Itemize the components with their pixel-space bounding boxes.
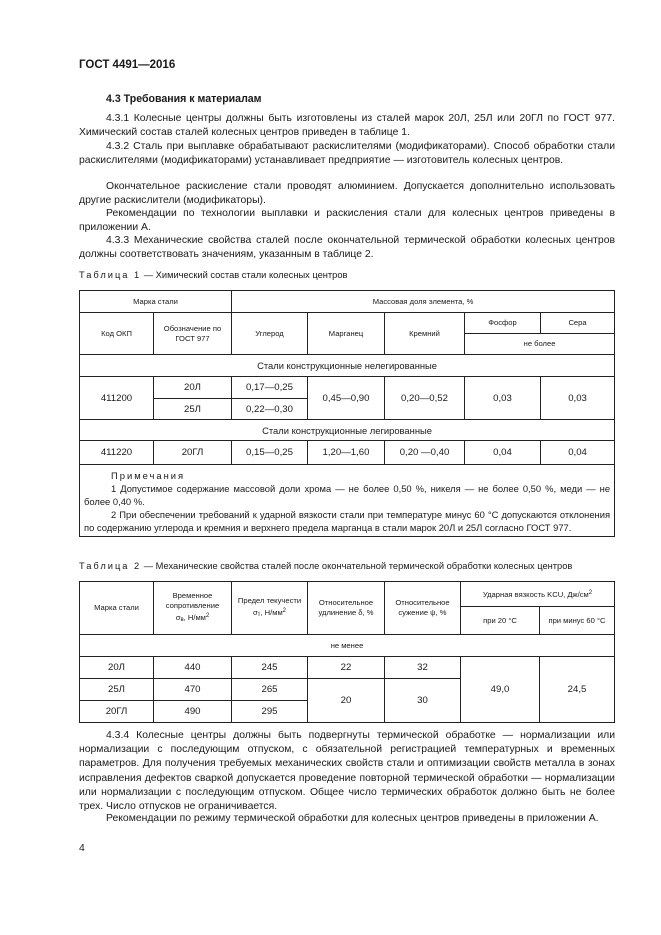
table2-caption bbox=[79, 561, 572, 571]
cell-manganese: 1,20—1,60 bbox=[308, 441, 385, 465]
th-tensile-strength: Временное сопротивление $\sigma_в$, $Н/мм^2$ bbox=[154, 582, 232, 635]
cell-kcu-minus-60: 24,5 bbox=[540, 657, 615, 723]
th-mass-fraction: Массовая доля элемента, % bbox=[232, 291, 615, 313]
paragraph-4-3-1: 4.3.1 Колесные центры должны быть изготовлены из сталей марок 20Л, 25Л или 20ГЛ по ГОСТ 977. Химический состав сталей колесных центров приведен в таблице 1. bbox=[79, 113, 615, 139]
cell-grade: 20Л bbox=[80, 657, 154, 679]
page-number: 4 bbox=[79, 843, 85, 854]
th-grade: Марка стали bbox=[80, 582, 154, 635]
paragraph-4-3-3: 4.3.3 Механические свойства сталей после окончательной термической обработки колесных центров должны соответствовать значениям, указанным в таблице 2. bbox=[79, 235, 615, 261]
th-impact-strength: Ударная вязкость KCU, $Дж/см^2$ bbox=[461, 582, 615, 607]
paragraph-heat-treatment-ref: Рекомендации по режиму термической обработки для колесных центров приведены в приложении А. bbox=[106, 813, 599, 824]
note-2: 2 При обеспечении требований к ударной вязкости стали при температуре минус 60 °С допускаются отклонения по содержанию углерода и кремния и верхнего предела марганца в стали марок 20Л и 25Л согласно ГОСТ 977. bbox=[84, 509, 611, 533]
th-elongation: Относительное удлинение δ, % bbox=[308, 582, 385, 635]
th-okp-code: Код ОКП bbox=[80, 313, 154, 355]
cell-sulfur: 0,04 bbox=[541, 441, 615, 465]
th-max: не более bbox=[465, 334, 615, 355]
cell-grade: 20ГЛ bbox=[80, 701, 154, 723]
cell-silicon: 0,20 —0,40 bbox=[385, 441, 465, 465]
group-unalloyed: Стали конструкционные нелегированные bbox=[80, 355, 615, 377]
cell-okp: 411200 bbox=[80, 377, 154, 420]
cell-elongation: 20 bbox=[308, 679, 385, 723]
chemical-composition-table bbox=[79, 290, 615, 537]
table1-notes bbox=[80, 465, 615, 537]
cell-yield: 265 bbox=[232, 679, 308, 701]
document-header: ГОСТ 4491—2016 bbox=[79, 59, 176, 71]
cell-carbon: 0,15—0,25 bbox=[232, 441, 308, 465]
cell-okp: 411220 bbox=[80, 441, 154, 465]
cell-tensile: 440 bbox=[154, 657, 232, 679]
cell-yield: 295 bbox=[232, 701, 308, 723]
cell-tensile: 490 bbox=[154, 701, 232, 723]
paragraph-deoxidation: Окончательное раскисление стали проводят алюминием. Допускается дополнительно использовать другие раскислители (модификаторы). bbox=[79, 181, 615, 207]
note-1: 1 Допустимое содержание массовой доли хрома — не более 0,50 %, никеля — не более 0,50 %, меди — не более 0,40 %. bbox=[84, 483, 611, 507]
th-sulfur: Сера bbox=[541, 313, 615, 334]
cell-reduction: 32 bbox=[385, 657, 461, 679]
table1-caption bbox=[79, 270, 347, 280]
table1-caption-label: Таблица 1 bbox=[79, 270, 142, 280]
table1-caption-text: — Химический состав стали колесных центров bbox=[141, 270, 348, 280]
th-yield-strength: Предел текучести $\sigma_т$, $Н/мм^2$ bbox=[232, 582, 308, 635]
cell-phosphorus: 0,04 bbox=[465, 441, 541, 465]
cell-phosphorus: 0,03 bbox=[465, 377, 541, 420]
th-reduction: Относительное сужение ψ, % bbox=[385, 582, 461, 635]
cell-grade: 20ГЛ bbox=[154, 441, 232, 465]
cell-grade: 20Л bbox=[154, 377, 232, 399]
cell-reduction: 30 bbox=[385, 679, 461, 723]
th-grade: Марка стали bbox=[80, 291, 232, 313]
notes-title: Примечания bbox=[111, 470, 186, 481]
th-phosphorus: Фосфор bbox=[465, 313, 541, 334]
table2-caption-label: Таблица 2 bbox=[79, 561, 142, 571]
paragraph-4-3-2: 4.3.2 Сталь при выплавке обрабатывают раскислителями (модификаторами). Способ обработки стали раскислителями (модификаторами) устанавливает предприятие — изготовитель колесных центров. bbox=[79, 141, 615, 167]
th-gost-designation: Обозначение по ГОСТ 977 bbox=[154, 313, 232, 355]
th-min: не менее bbox=[80, 635, 615, 657]
paragraph-4-3-4: 4.3.4 Колесные центры должны быть подвергнуты термической обработке — нормализации или нормализации с последующим отпуском, с обязательной регистрацией температурных и временных параметров. Для получения требуемых механических свойств стали и оптимизации свойств металла в зонах исправления дефектов сваркой допускается проведение повторной термической обработки — нормализации или нормализации с последующим отпуском. Общее число термических обработок должно быть не более трех. Число отпусков не ограничивается. bbox=[79, 730, 615, 813]
cell-kcu-20: 49,0 bbox=[461, 657, 540, 723]
group-alloyed: Стали конструкционные легированные bbox=[80, 420, 615, 441]
cell-tensile: 470 bbox=[154, 679, 232, 701]
th-silicon: Кремний bbox=[385, 313, 465, 355]
table2-caption-text: — Механические свойства сталей после окончательной термической обработки колесных центров bbox=[141, 561, 573, 571]
cell-grade: 25Л bbox=[154, 399, 232, 420]
cell-sulfur: 0,03 bbox=[541, 377, 615, 420]
paragraph-recommendations: Рекомендации по технологии выплавки и раскисления стали для колесных центров приведены в приложении А. bbox=[79, 208, 615, 234]
cell-carbon: 0,22—0,30 bbox=[232, 399, 308, 420]
cell-yield: 245 bbox=[232, 657, 308, 679]
th-manganese: Марганец bbox=[308, 313, 385, 355]
th-carbon: Углерод bbox=[232, 313, 308, 355]
th-at-20: при 20 °С bbox=[461, 607, 540, 635]
section-title: 4.3 Требования к материалам bbox=[106, 93, 262, 105]
cell-elongation: 22 bbox=[308, 657, 385, 679]
cell-grade: 25Л bbox=[80, 679, 154, 701]
cell-silicon: 0,20—0,52 bbox=[385, 377, 465, 420]
cell-carbon: 0,17—0,25 bbox=[232, 377, 308, 399]
th-at-minus-60: при минус 60 °С bbox=[540, 607, 615, 635]
cell-manganese: 0,45—0,90 bbox=[308, 377, 385, 420]
mechanical-properties-table bbox=[79, 581, 615, 723]
